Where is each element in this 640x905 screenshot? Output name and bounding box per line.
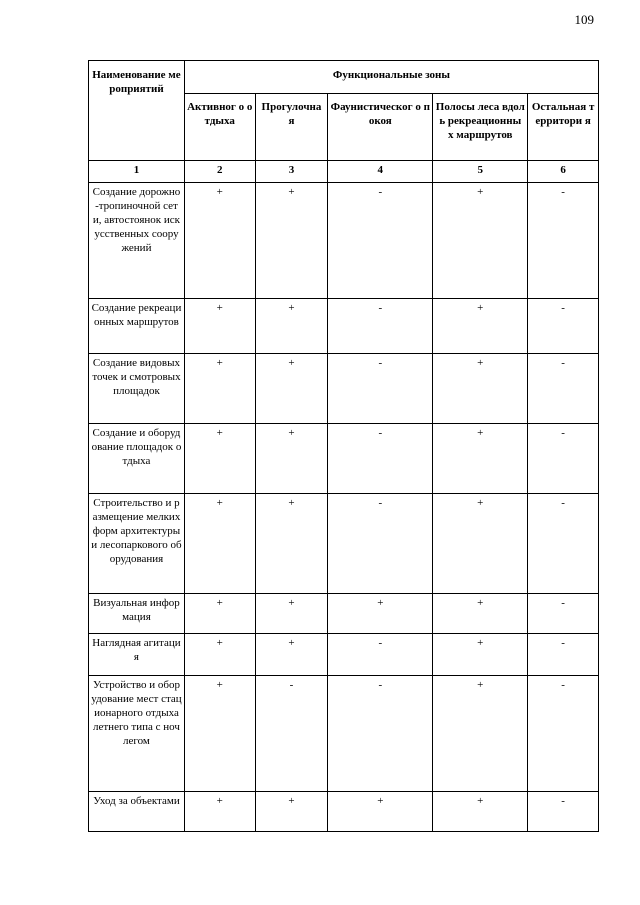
zone-mark-cell: + (328, 594, 433, 634)
zone-mark-cell: - (528, 494, 599, 594)
zone-mark-cell: - (255, 676, 328, 792)
zone-mark-cell: + (255, 299, 328, 354)
zone-mark-cell: + (184, 594, 255, 634)
zone-mark-cell: + (433, 676, 528, 792)
table-row (89, 634, 599, 676)
table-row (89, 354, 599, 424)
zone-mark-cell: + (433, 183, 528, 299)
zone-mark-cell: + (184, 792, 255, 832)
column-number: 1 (89, 161, 185, 183)
activity-name-cell: Создание дорожно-тропиночной сети, автостоянок искусственных сооружений (89, 183, 185, 299)
header-zone-other-territory: Остальная территори я (528, 94, 599, 161)
table-row (89, 494, 599, 594)
table-row (89, 183, 599, 299)
zone-mark-cell: + (255, 424, 328, 494)
zone-mark-cell: - (528, 792, 599, 832)
zone-mark-cell: - (328, 424, 433, 494)
zone-mark-cell: - (528, 594, 599, 634)
header-zone-fauna-rest: Фаунистическог о покоя (328, 94, 433, 161)
zone-mark-cell: + (255, 634, 328, 676)
zone-mark-cell: + (433, 494, 528, 594)
column-number: 3 (255, 161, 328, 183)
zone-mark-cell: + (433, 424, 528, 494)
zone-mark-cell: - (528, 634, 599, 676)
table-row (89, 676, 599, 792)
zone-mark-cell: + (255, 594, 328, 634)
zone-mark-cell: - (328, 676, 433, 792)
zone-mark-cell: - (528, 299, 599, 354)
zone-mark-cell: + (255, 183, 328, 299)
zone-mark-cell: + (433, 354, 528, 424)
header-row-1 (89, 61, 599, 94)
zone-mark-cell: + (328, 792, 433, 832)
zone-mark-cell: + (184, 494, 255, 594)
column-number-row (89, 161, 599, 183)
zone-mark-cell: - (528, 354, 599, 424)
zone-mark-cell: + (184, 634, 255, 676)
zone-mark-cell: + (433, 634, 528, 676)
zone-mark-cell: + (184, 183, 255, 299)
zone-mark-cell: - (528, 676, 599, 792)
activity-name-cell: Уход за объектами (89, 792, 185, 832)
zone-mark-cell: + (184, 676, 255, 792)
zone-mark-cell: + (255, 494, 328, 594)
zone-mark-cell: + (255, 792, 328, 832)
zone-mark-cell: + (433, 792, 528, 832)
zone-mark-cell: - (528, 183, 599, 299)
zone-mark-cell: - (328, 299, 433, 354)
zone-mark-cell: + (184, 424, 255, 494)
zone-mark-cell: - (328, 634, 433, 676)
table-row (89, 424, 599, 494)
page-number: 109 (574, 12, 594, 27)
zone-mark-cell: - (328, 183, 433, 299)
activity-name-cell: Наглядная агитация (89, 634, 185, 676)
header-zone-active-recreation: Активног о отдыха (184, 94, 255, 161)
header-zone-walking: Прогулочна я (255, 94, 328, 161)
column-number: 2 (184, 161, 255, 183)
zone-mark-cell: - (328, 354, 433, 424)
header-functional-zones: Функциональные зоны (184, 61, 598, 94)
activity-name-cell: Создание рекреационных маршрутов (89, 299, 185, 354)
column-number: 4 (328, 161, 433, 183)
zone-mark-cell: + (433, 299, 528, 354)
functional-zones-table (88, 60, 599, 832)
zone-mark-cell: - (528, 424, 599, 494)
zone-mark-cell: - (328, 494, 433, 594)
zone-mark-cell: + (184, 299, 255, 354)
zone-mark-cell: + (433, 594, 528, 634)
zone-mark-cell: + (255, 354, 328, 424)
header-activity-name: Наименование мероприятий (89, 61, 185, 161)
table-row (89, 299, 599, 354)
table-row (89, 792, 599, 832)
zone-mark-cell: + (184, 354, 255, 424)
table-row (89, 594, 599, 634)
column-number: 5 (433, 161, 528, 183)
activity-name-cell: Создание видовых точек и смотровых площадок (89, 354, 185, 424)
column-number: 6 (528, 161, 599, 183)
activity-name-cell: Создание и оборудование площадок отдыха (89, 424, 185, 494)
header-zone-forest-strips: Полосы леса вдоль рекреационны х маршрутов (433, 94, 528, 161)
activity-name-cell: Строительство и размещение мелких форм архитектуры и лесопаркового оборудования (89, 494, 185, 594)
activity-name-cell: Устройство и оборудование мест стационарного отдыха летнего типа с ночлегом (89, 676, 185, 792)
activity-name-cell: Визуальная информация (89, 594, 185, 634)
